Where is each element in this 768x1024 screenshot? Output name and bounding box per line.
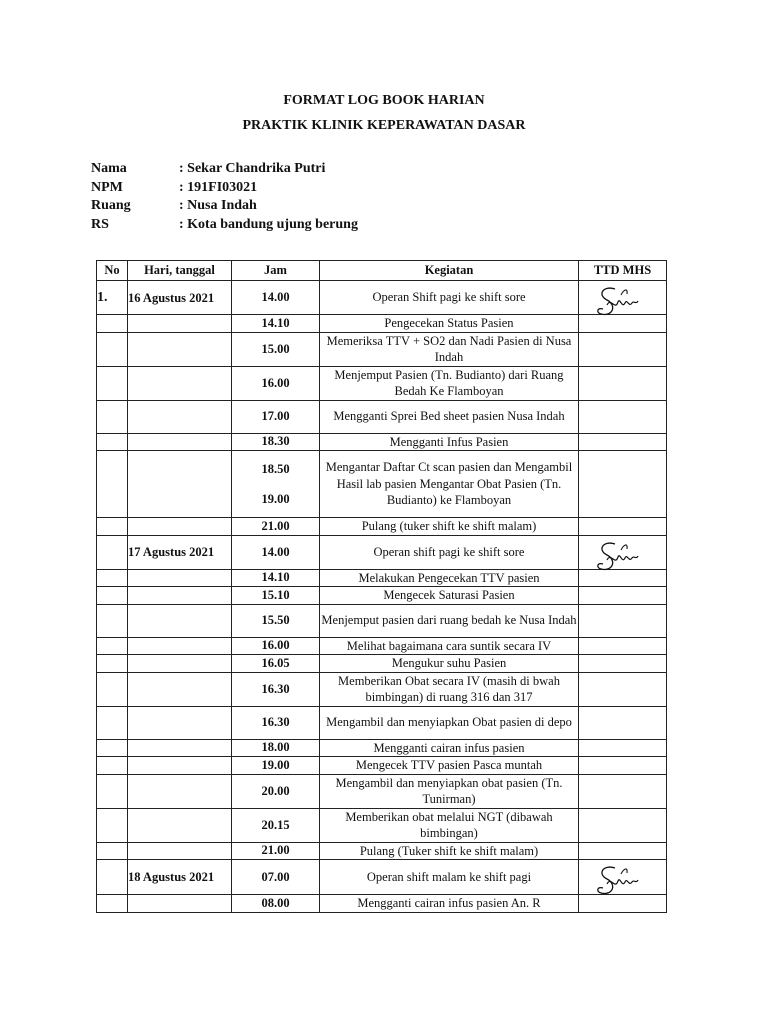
- row-number: [97, 433, 128, 451]
- row-signature: [579, 637, 667, 655]
- table-row: [97, 706, 667, 739]
- row-date: [128, 451, 232, 518]
- table-body: [97, 281, 667, 913]
- row-number: [97, 757, 128, 775]
- table-row: [97, 860, 667, 895]
- row-date: 16 Agustus 2021: [128, 281, 232, 315]
- row-time: 21.00: [232, 842, 320, 860]
- table-row: [97, 739, 667, 757]
- row-activity: Pulang (tuker shift ke shift malam): [320, 518, 579, 536]
- row-signature: [579, 706, 667, 739]
- table-row: [97, 400, 667, 433]
- row-signature: [579, 672, 667, 706]
- table-row: [97, 518, 667, 536]
- row-activity: Mengganti Infus Pasien: [320, 433, 579, 451]
- row-date: [128, 774, 232, 808]
- row-signature: [579, 842, 667, 860]
- row-date: [128, 842, 232, 860]
- info-label: Ruang: [91, 198, 131, 213]
- row-signature: [579, 739, 667, 757]
- table-row: [97, 569, 667, 587]
- table-header-row: [97, 261, 667, 281]
- header-activity: Kegiatan: [320, 261, 579, 281]
- table-row: [97, 637, 667, 655]
- row-date: [128, 332, 232, 366]
- row-activity: Operan shift pagi ke shift sore: [320, 535, 579, 569]
- row-number: [97, 706, 128, 739]
- row-date: [128, 587, 232, 605]
- header-time: Jam: [232, 261, 320, 281]
- row-number: [97, 808, 128, 842]
- info-label: NPM: [91, 179, 123, 195]
- row-number: [97, 860, 128, 895]
- info-row-npm: [91, 179, 358, 198]
- row-signature: [579, 451, 667, 518]
- table-row: [97, 433, 667, 451]
- logbook-table: [96, 260, 667, 913]
- row-date: [128, 315, 232, 333]
- row-time: 15.00: [232, 332, 320, 366]
- table-row: [97, 535, 667, 569]
- row-signature: [579, 518, 667, 536]
- row-activity: Mengecek Saturasi Pasien: [320, 587, 579, 605]
- row-signature: [579, 535, 667, 569]
- row-activity: Melihat bagaimana cara suntik secara IV: [320, 637, 579, 655]
- info-value: : Sekar Chandrika Putri: [179, 161, 326, 176]
- row-time: 19.00: [232, 757, 320, 775]
- row-time: 16.00: [232, 637, 320, 655]
- row-activity: Mengantar Daftar Ct scan pasien dan Mengambil Hasil lab pasien Mengantar Obat Pasien (Tn. Budianto) ke Flamboyan: [320, 451, 579, 518]
- row-activity: Menjemput Pasien (Tn. Budianto) dari Ruang Bedah Ke Flamboyan: [320, 366, 579, 400]
- info-row-nama: [91, 160, 358, 179]
- row-date: [128, 808, 232, 842]
- table-row: [97, 332, 667, 366]
- row-number: [97, 604, 128, 637]
- row-activity: Mengganti cairan infus pasien: [320, 739, 579, 757]
- row-time: 16.30: [232, 672, 320, 706]
- row-time: 07.00: [232, 860, 320, 895]
- row-activity: Operan shift malam ke shift pagi: [320, 860, 579, 895]
- info-row-rs: [91, 216, 358, 235]
- table-row: [97, 672, 667, 706]
- row-number: [97, 518, 128, 536]
- row-date: [128, 518, 232, 536]
- row-activity: Melakukan Pengecekan TTV pasien: [320, 569, 579, 587]
- header-day: Hari, tanggal: [128, 261, 232, 281]
- row-date: [128, 895, 232, 913]
- row-date: [128, 757, 232, 775]
- table-row: [97, 604, 667, 637]
- row-activity: Memeriksa TTV + SO2 dan Nadi Pasien di Nusa Indah: [320, 332, 579, 366]
- row-activity: Mengecek TTV pasien Pasca muntah: [320, 757, 579, 775]
- table-row: [97, 451, 667, 518]
- table-row: [97, 774, 667, 808]
- row-time: 14.10: [232, 569, 320, 587]
- row-time: 18.00: [232, 739, 320, 757]
- row-time: 15.50: [232, 604, 320, 637]
- row-number: [97, 535, 128, 569]
- row-time: 08.00: [232, 895, 320, 913]
- row-number: [97, 739, 128, 757]
- row-number: [97, 672, 128, 706]
- row-signature: [579, 433, 667, 451]
- row-signature: [579, 569, 667, 587]
- row-activity: Mengambil dan menyiapkan obat pasien (Tn. Tunirman): [320, 774, 579, 808]
- row-time: 21.00: [232, 518, 320, 536]
- row-time: 20.00: [232, 774, 320, 808]
- row-activity: Menjemput pasien dari ruang bedah ke Nusa Indah: [320, 604, 579, 637]
- table-row: [97, 808, 667, 842]
- row-date: [128, 655, 232, 673]
- row-activity: Pulang (Tuker shift ke shift malam): [320, 842, 579, 860]
- info-label: Nama: [91, 161, 127, 176]
- row-time: 15.10: [232, 587, 320, 605]
- row-signature: [579, 332, 667, 366]
- row-signature: [579, 400, 667, 433]
- row-activity: Mengganti Sprei Bed sheet pasien Nusa Indah: [320, 400, 579, 433]
- row-date: [128, 706, 232, 739]
- row-number: [97, 895, 128, 913]
- row-signature: [579, 587, 667, 605]
- row-activity: Pengecekan Status Pasien: [320, 315, 579, 333]
- row-date: [128, 366, 232, 400]
- row-time: 16.00: [232, 366, 320, 400]
- row-number: [97, 842, 128, 860]
- info-value: : Nusa Indah: [179, 198, 257, 213]
- table-row: [97, 315, 667, 333]
- row-number: [97, 587, 128, 605]
- row-date: [128, 569, 232, 587]
- row-activity: Memberikan Obat secara IV (masih di bwah bimbingan) di ruang 316 dan 317: [320, 672, 579, 706]
- row-activity: Mengganti cairan infus pasien An. R: [320, 895, 579, 913]
- row-date: 17 Agustus 2021: [128, 535, 232, 569]
- row-signature: [579, 281, 667, 315]
- table-row: [97, 281, 667, 315]
- table-row: [97, 655, 667, 673]
- row-signature: [579, 774, 667, 808]
- row-signature: [579, 366, 667, 400]
- table-row: [97, 366, 667, 400]
- row-number: [97, 315, 128, 333]
- table-row: [97, 587, 667, 605]
- row-number: [97, 366, 128, 400]
- row-time: 18.30: [232, 433, 320, 451]
- row-time: 16.30: [232, 706, 320, 739]
- table-row: [97, 757, 667, 775]
- row-activity: Memberikan obat melalui NGT (dibawah bimbingan): [320, 808, 579, 842]
- row-date: [128, 739, 232, 757]
- row-time: 14.00: [232, 535, 320, 569]
- row-number: [97, 332, 128, 366]
- row-time: 20.15: [232, 808, 320, 842]
- row-signature: [579, 655, 667, 673]
- document-title-2: PRAKTIK KLINIK KEPERAWATAN DASAR: [242, 118, 526, 133]
- row-signature: [579, 757, 667, 775]
- row-activity: Mengukur suhu Pasien: [320, 655, 579, 673]
- row-date: 18 Agustus 2021: [128, 860, 232, 895]
- table-row: [97, 895, 667, 913]
- row-time: 17.00: [232, 400, 320, 433]
- row-date: [128, 672, 232, 706]
- row-number: 1.: [97, 281, 128, 315]
- row-number: [97, 655, 128, 673]
- header-signature: TTD MHS: [579, 261, 667, 281]
- info-value: : 191FI03021: [179, 179, 258, 195]
- row-signature: [579, 315, 667, 333]
- row-signature: [579, 604, 667, 637]
- row-activity: Mengambil dan menyiapkan Obat pasien di depo: [320, 706, 579, 739]
- row-date: [128, 637, 232, 655]
- row-number: [97, 400, 128, 433]
- row-number: [97, 774, 128, 808]
- info-label: RS: [91, 216, 109, 232]
- row-time: 18.50 19.00: [232, 451, 320, 518]
- row-signature: [579, 808, 667, 842]
- row-date: [128, 604, 232, 637]
- row-number: [97, 451, 128, 518]
- row-time: 16.05: [232, 655, 320, 673]
- row-activity: Operan Shift pagi ke shift sore: [320, 281, 579, 315]
- document-title-1: FORMAT LOG BOOK HARIAN: [283, 93, 485, 108]
- row-number: [97, 637, 128, 655]
- row-signature: [579, 895, 667, 913]
- row-date: [128, 433, 232, 451]
- info-row-ruang: [91, 197, 358, 216]
- student-info: [91, 160, 358, 234]
- header-no: No: [97, 261, 128, 281]
- row-time: 14.10: [232, 315, 320, 333]
- row-number: [97, 569, 128, 587]
- row-date: [128, 400, 232, 433]
- info-value: : Kota bandung ujung berung: [179, 216, 358, 232]
- row-signature: [579, 860, 667, 895]
- row-time: 14.00: [232, 281, 320, 315]
- table-row: [97, 842, 667, 860]
